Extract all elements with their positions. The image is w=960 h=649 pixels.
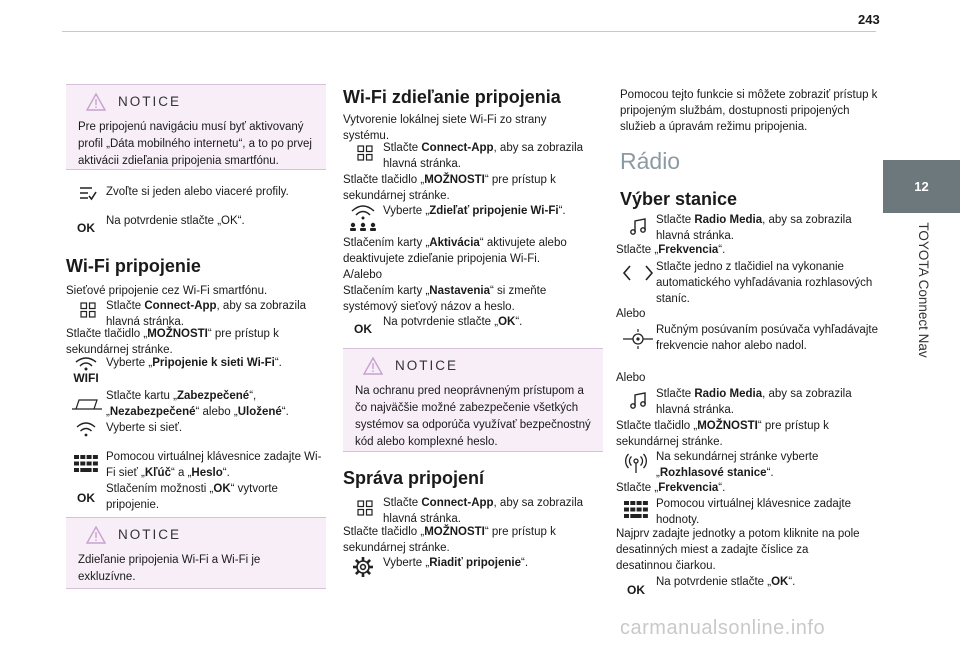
text: “. bbox=[718, 482, 726, 494]
text: “. bbox=[521, 557, 529, 569]
step-security-tabs bbox=[66, 388, 326, 420]
text-bold: Uložené bbox=[237, 406, 282, 418]
notice-title: NOTICE bbox=[395, 358, 459, 373]
text: “. bbox=[788, 576, 796, 588]
text-bold: Heslo bbox=[191, 467, 223, 479]
text-bold: MOŽNOSTI bbox=[424, 526, 485, 538]
text-bold: Nastavenia bbox=[429, 285, 491, 297]
ok-icon: OK bbox=[77, 221, 95, 235]
text: Stlačte „ bbox=[616, 482, 659, 494]
notice-box-exclusive bbox=[66, 517, 326, 589]
notice-header bbox=[343, 349, 603, 383]
text: “ pre prístup k sekundárnej stránke. bbox=[343, 174, 556, 202]
step-confirm-ok bbox=[616, 574, 878, 590]
text: “ vytvorte pripojenie. bbox=[106, 483, 278, 511]
text: Stlačte bbox=[656, 214, 695, 226]
text: “. bbox=[558, 205, 566, 217]
step-settings bbox=[343, 283, 593, 315]
step-radio-media bbox=[616, 386, 878, 418]
notice-title: NOTICE bbox=[118, 527, 182, 542]
text: “ aktivujete alebo deaktivujete zdieľanie pripojenia Wi-Fi. bbox=[343, 237, 567, 265]
text-bold: Aktivácia bbox=[429, 237, 480, 249]
warning-icon bbox=[86, 526, 106, 544]
text-bold: Rozhlasové stanice bbox=[659, 467, 767, 479]
step-radio-media bbox=[616, 212, 878, 244]
step-options bbox=[66, 326, 326, 358]
text: Stlačte tlačidlo „ bbox=[66, 328, 148, 340]
text: Stlačte tlačidlo „ bbox=[343, 526, 425, 538]
text-bold: Frekvencia bbox=[658, 482, 719, 494]
step-connect-app bbox=[343, 495, 603, 527]
wifi-intro: Sieťové pripojenie cez Wi-Fi smartfónu. bbox=[66, 285, 268, 297]
step-confirm-ok bbox=[343, 314, 603, 330]
text: “ pre prístup k sekundárnej stránke. bbox=[343, 526, 556, 554]
text: “. bbox=[222, 467, 230, 479]
ok-icon: OK bbox=[77, 491, 95, 505]
text-bold: Kľúč bbox=[144, 467, 171, 479]
step-radio-stations bbox=[616, 449, 878, 481]
watermark: carmanualsonline.info bbox=[620, 617, 826, 639]
notice-text: Zdieľanie pripojenia Wi-Fi a Wi-Fi je exkluzívne. bbox=[78, 554, 261, 583]
section-heading-station-select: Výber stanice bbox=[620, 189, 738, 209]
text: “. bbox=[515, 316, 523, 328]
text-bold: Radio Media bbox=[694, 388, 763, 400]
text: Stlačením možnosti „ bbox=[106, 483, 214, 495]
step-activation bbox=[343, 235, 593, 267]
step-enter-key bbox=[66, 449, 326, 481]
ok-icon: OK bbox=[627, 583, 645, 597]
step-manual-slider: Ručným posúvaním posúvača vyhľadávajte frekvencie nahor alebo nadol. bbox=[656, 324, 878, 352]
section-heading-wifi: Wi-Fi pripojenie bbox=[66, 256, 201, 276]
notice-header bbox=[66, 518, 326, 552]
text-bold: Connect-App bbox=[421, 142, 494, 154]
alt-text: A/alebo bbox=[343, 269, 383, 281]
section-heading-wifi-sharing: Wi-Fi zdieľanie pripojenia bbox=[343, 87, 561, 107]
notice-box-security bbox=[343, 348, 603, 452]
step-select-profiles: Zvoľte si jeden alebo viaceré profily. bbox=[106, 186, 289, 198]
text: , aby sa zobrazila hlavná stránka. bbox=[106, 300, 307, 328]
step-options bbox=[616, 418, 866, 450]
text: , aby sa zobrazila hlavná stránka. bbox=[383, 497, 584, 525]
text: “. bbox=[281, 406, 289, 418]
step-select-network: Vyberte si sieť. bbox=[106, 422, 183, 434]
text: Stlačte bbox=[656, 388, 695, 400]
text: Stlačením karty „ bbox=[343, 237, 430, 249]
text: Stlačte kartu „ bbox=[106, 390, 177, 402]
text: “, „ bbox=[106, 390, 257, 418]
text: “ pre prístup k sekundárnej stránke. bbox=[616, 420, 829, 448]
text: Vyberte „ bbox=[383, 205, 430, 217]
text: Stlačte bbox=[383, 142, 422, 154]
text: Stlačte bbox=[383, 497, 422, 509]
notice-title: NOTICE bbox=[118, 94, 182, 109]
text-bold: Connect-App bbox=[421, 497, 494, 509]
step-auto-scan: Stlačte jedno z tlačidiel na vykonanie automatického vyhľadávania rozhlasových staníc. bbox=[656, 261, 873, 305]
chapter-heading-radio: Rádio bbox=[620, 148, 681, 174]
text-bold: OK bbox=[771, 576, 789, 588]
text: Stlačte tlačidlo „ bbox=[343, 174, 425, 186]
text: , aby sa zobrazila hlavná stránka. bbox=[656, 214, 852, 242]
step-share-wifi bbox=[343, 203, 603, 219]
warning-icon bbox=[86, 93, 106, 111]
wifi-label: WIFI bbox=[73, 371, 99, 385]
text-bold: Radio Media bbox=[694, 214, 763, 226]
text: Vyberte „ bbox=[383, 557, 430, 569]
step-manage-connection bbox=[343, 555, 603, 571]
step-create-connection bbox=[66, 481, 326, 513]
text-bold: MOŽNOSTI bbox=[147, 328, 208, 340]
text-bold: OK bbox=[498, 316, 516, 328]
text: Na sekundárnej stránke vyberte „ bbox=[656, 451, 819, 479]
step-frequency bbox=[616, 480, 878, 496]
chapter-number: 12 bbox=[914, 178, 929, 194]
text: Stlačením karty „ bbox=[343, 285, 430, 297]
text: “ alebo „ bbox=[195, 406, 238, 418]
text: , aby sa zobrazila hlavná stránka. bbox=[656, 388, 852, 416]
sharing-intro: Vytvorenie lokálnej siete Wi-Fi zo strany systému. bbox=[343, 114, 547, 142]
chapter-label: TOYOTA Connect Nav bbox=[916, 222, 931, 358]
alt-text: Alebo bbox=[616, 308, 646, 320]
text: “ pre prístup k sekundárnej stránke. bbox=[66, 328, 279, 356]
step-confirm-ok: Na potvrdenie stlačte „OK“. bbox=[106, 215, 245, 227]
text-bold: Connect-App bbox=[144, 300, 217, 312]
text-bold: Riadiť pripojenie bbox=[429, 557, 522, 569]
connections-intro: Pomocou tejto funkcie si môžete zobraziť prístup k pripojeným službám, dostupnosti pripojených služieb a úpravám režimu pripojenia. bbox=[620, 89, 878, 133]
text: , aby sa zobrazila hlavná stránka. bbox=[383, 142, 584, 170]
text: Stlačte bbox=[106, 300, 145, 312]
text-bold: Pripojenie k sieti Wi-Fi bbox=[152, 357, 275, 369]
text-bold: OK bbox=[213, 483, 231, 495]
text: “ a „ bbox=[170, 467, 192, 479]
step-options bbox=[343, 172, 588, 204]
text-bold: Zabezpečené bbox=[176, 390, 250, 402]
top-rule bbox=[62, 31, 876, 32]
step-connect-app bbox=[343, 140, 603, 172]
alt-text: Alebo bbox=[616, 372, 646, 384]
step-options bbox=[343, 524, 588, 556]
step-enter-values: Pomocou virtuálnej klávesnice zadajte hodnoty. bbox=[656, 498, 851, 526]
text: Na potvrdenie stlačte „ bbox=[383, 316, 499, 328]
step-units: Najprv zadajte jednotky a potom kliknite na pole desatinných miest a zadajte číslice za desatinnou čiarkou. bbox=[616, 528, 860, 572]
notice-box-data-profile bbox=[66, 84, 326, 170]
text: “. bbox=[718, 244, 726, 256]
section-heading-manage: Správa pripojení bbox=[343, 468, 485, 488]
text: Na potvrdenie stlačte „ bbox=[656, 576, 772, 588]
text: “ si zmeňte systémový sieťový názov a heslo. bbox=[343, 285, 547, 313]
text: Vyberte „ bbox=[106, 357, 153, 369]
text: Pomocou virtuálnej klávesnice zadajte Wi-Fi sieť „ bbox=[106, 451, 322, 479]
step-select-wifi bbox=[66, 355, 326, 371]
notice-header bbox=[66, 85, 326, 119]
notice-text: Pre pripojenú navigáciu musí byť aktivovaný profil „Dáta mobilného internetu“, a to po prvej aktivácii zdieľania pripojenia smartfónu. bbox=[78, 121, 312, 167]
text: Stlačte „ bbox=[616, 244, 659, 256]
text: “. bbox=[274, 357, 282, 369]
warning-icon bbox=[363, 357, 383, 375]
text-bold: MOŽNOSTI bbox=[697, 420, 758, 432]
ok-icon: OK bbox=[354, 322, 372, 336]
text-bold: MOŽNOSTI bbox=[424, 174, 485, 186]
text-bold: Zdieľať pripojenie Wi-Fi bbox=[429, 205, 559, 217]
text: Stlačte tlačidlo „ bbox=[616, 420, 698, 432]
notice-text: Na ochranu pred neoprávneným prístupom a čo najväčšie možné zabezpečenie všetkých systémov sa odporúča využívať bezpečnostný kód alebo komplexné heslo. bbox=[355, 385, 591, 448]
page-number: 243 bbox=[858, 12, 880, 27]
text-bold: Nezabezpečené bbox=[109, 406, 196, 418]
step-frequency bbox=[616, 242, 878, 258]
text-bold: Frekvencia bbox=[658, 244, 719, 256]
text: “. bbox=[766, 467, 774, 479]
